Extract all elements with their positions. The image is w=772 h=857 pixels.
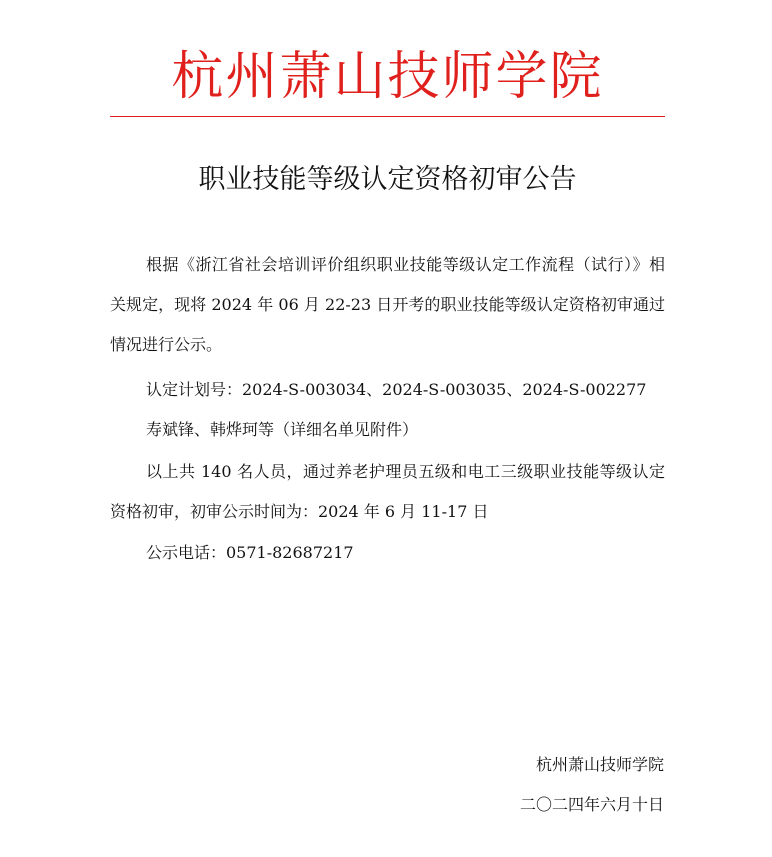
- phone-line: 公示电话：0571-82687217: [146, 543, 354, 562]
- signature-institution: 杭州萧山技师学院: [535, 755, 664, 774]
- plan-numbers-line: 认定计划号：2024-S-003034、2024-S-003035、2024-S-002277: [146, 380, 647, 399]
- header-divider: [110, 116, 665, 117]
- announcement-paragraph-1: 根据《浙江省社会培训评价组织职业技能等级认定工作流程（试行）》相关规定，现将 2024 年 06 月 22-23 日开考的职业技能等级认定资格初审通过情况进行公示。: [110, 255, 665, 354]
- document-title: 职业技能等级认定资格初审公告: [198, 164, 577, 195]
- institution-header-title: 杭州萧山技师学院: [171, 47, 604, 107]
- announcement-paragraph-2: 以上共 140 名人员，通过养老护理员五级和电工三级职业技能等级认定资格初审，初审公示时间为：2024 年 6 月 11-17 日: [110, 462, 665, 521]
- signature-date: 二〇二四年六月十日: [519, 795, 664, 814]
- names-line: 寿斌锋、韩烨珂等（详细名单见附件）: [146, 420, 419, 439]
